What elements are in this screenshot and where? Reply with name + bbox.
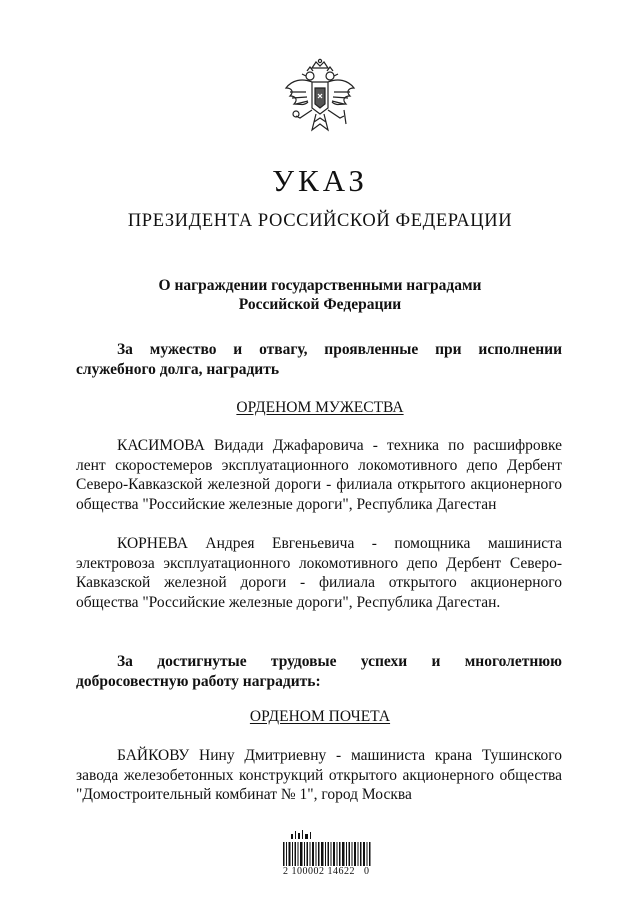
barcode-number: 2 100002 14622 0 <box>283 866 370 877</box>
decree-heading-line-1: О награждении государственными наградами <box>158 277 482 294</box>
section-1-intro: За мужество и отвагу, проявленные при исполнении служебного долга, наградить <box>76 341 562 378</box>
document-title: УКАЗ <box>272 163 368 198</box>
recipient-2: КОРНЕВА Андрея Евгеньевича - помощника машиниста электровоза эксплуатационного локомотивного депо Дербент Северо-Кавказской железной дороги - филиала открытого акционерного общества "Российские железные дороги", Республика Дагестан. <box>76 535 562 611</box>
section-1-order: ОРДЕНОМ МУЖЕСТВА <box>236 399 404 416</box>
barcode-icon <box>283 828 373 888</box>
recipient-1: КАСИМОВА Видади Джафаровича - техника по расшифровке лент скоростемеров эксплуатационного локомотивного депо Дербент Северо-Кавказской железной дороги - филиала открытого акционерного общества "Российские железные дороги", Республика Дагестан <box>76 437 562 513</box>
decree-heading <box>0 276 640 314</box>
coat-of-arms-icon <box>282 58 358 142</box>
section-2-intro: За достигнутые трудовые успехи и многолетнюю добросовестную работу наградить: <box>76 653 562 690</box>
section-2-order: ОРДЕНОМ ПОЧЕТА <box>249 708 391 725</box>
document-subtitle: ПРЕЗИДЕНТА РОССИЙСКОЙ ФЕДЕРАЦИИ <box>127 211 513 231</box>
recipient-3: БАЙКОВУ Нину Дмитриевну - машиниста крана Тушинского завода железобетонных конструкций открытого акционерного общества "Домостроительный комбинат № 1", город Москва <box>76 747 562 803</box>
decree-heading-line-2: Российской Федерации <box>238 296 402 313</box>
